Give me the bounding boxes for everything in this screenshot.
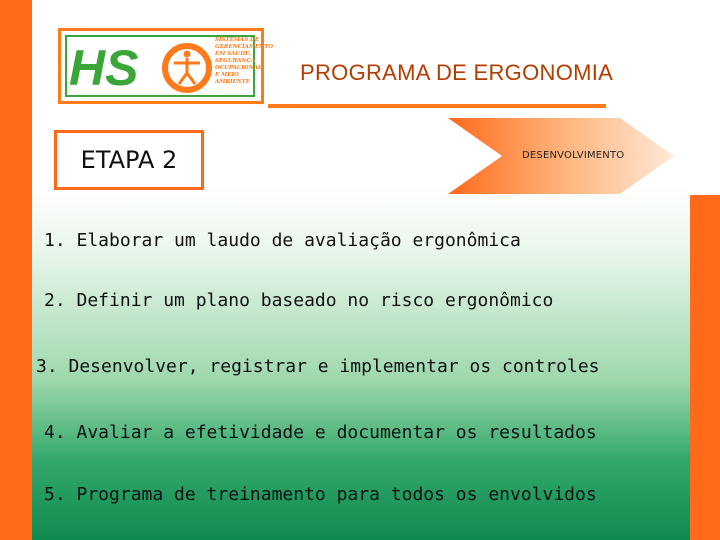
list-item: 1. Elaborar um laudo de avaliação ergonômica [44, 230, 521, 251]
right-accent-bar [690, 195, 720, 540]
stage-label: ETAPA 2 [57, 133, 201, 187]
list-item: 4. Avaliar a efetividade e documentar os resultados [44, 422, 597, 443]
company-logo [58, 28, 274, 104]
left-accent-bar [0, 0, 32, 540]
phase-label: DESENVOLVIMENTO [522, 150, 625, 161]
list-item: 5. Programa de treinamento para todos os envolvidos [44, 484, 597, 505]
logo-letters: HS [69, 40, 139, 96]
page-title: PROGRAMA DE ERGONOMIA [300, 60, 614, 85]
stage-box [54, 130, 204, 190]
list-item: 2. Definir um plano baseado no risco ergonômico [44, 290, 554, 311]
logo-mark-icon [67, 37, 217, 97]
phase-arrow [448, 118, 674, 194]
title-underline [268, 104, 606, 108]
logo-tagline: SISTEMAS DE GERENCIAMENTO EM SAÚDE, SEGURANÇA OCUPACIONAL E MEIO AMBIENTE [215, 37, 274, 85]
list-item: 3. Desenvolver, registrar e implementar os controles [36, 356, 600, 377]
right-top-area [690, 0, 720, 195]
